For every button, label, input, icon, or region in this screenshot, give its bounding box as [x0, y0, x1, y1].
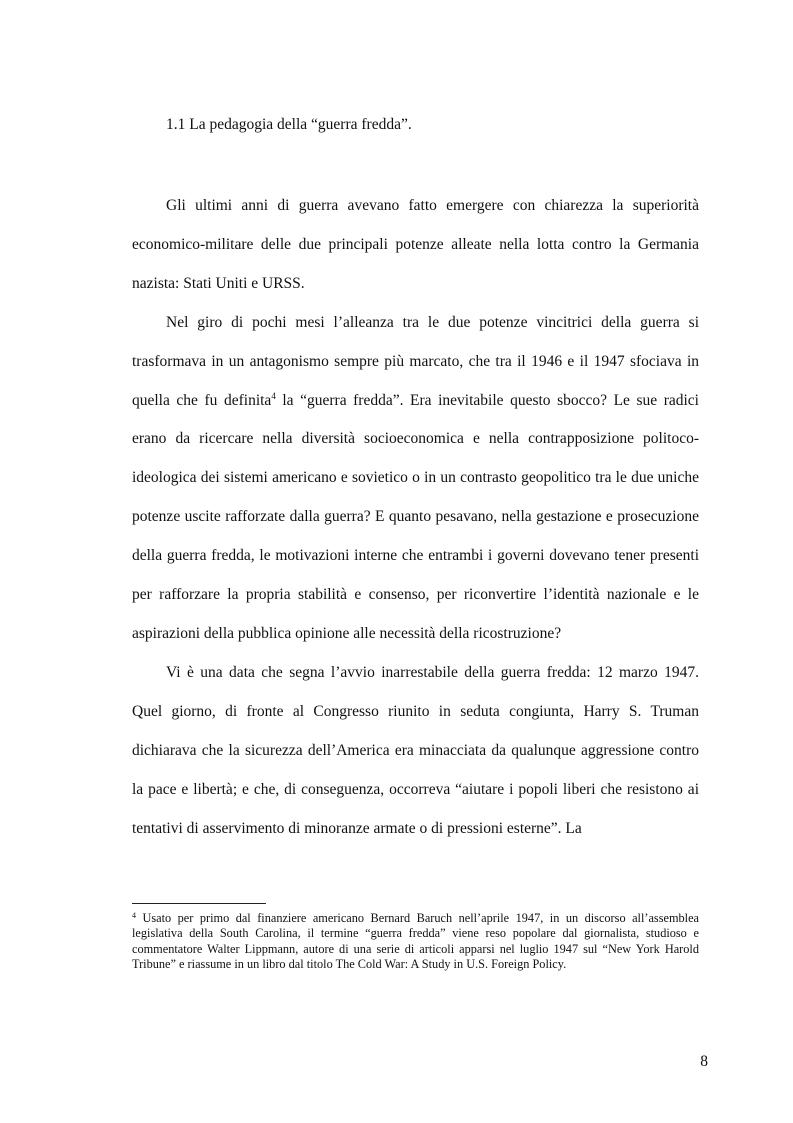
page-number: 8	[700, 1053, 708, 1070]
paragraph-2-text-end: la “guerra fredda”. Era inevitabile questo sbocco? Le sue radici erano da ricercare nella diversità socioeconomica e nella contrapposizione politoco-ideologica dei sistemi americano e sovietico o in un contrasto geopolitico tra le due uniche potenze uscite rafforzate dalla guerra? E quanto pesavano, nella gestazione e prosecuzione della guerra fredda, le motivazioni interne che entrambi i governi dovevano tener presenti per rafforzare la propria stabilità e consenso, per riconvertire l’identità nazionale e le aspirazioni della pubblica opinione alle necessità della ricostruzione?	[132, 391, 699, 642]
paragraph-2-text-start: Nel giro di pochi mesi l’alleanza tra le due potenze vincitrici della guerra si trasformava in un antagonismo sempre più marcato, che tra il 1946 e il 1947 sfociava in quella che fu definita	[132, 313, 699, 409]
footnote-marker: 4	[132, 911, 136, 920]
body-text	[132, 187, 699, 848]
paragraph-1: Gli ultimi anni di guerra avevano fatto emergere con chiarezza la superiorità economico-militare delle due principali potenze alleate nella lotta contro la Germania nazista: Stati Uniti e URSS.	[132, 197, 699, 292]
footnote-text: Usato per primo dal finanziere americano Bernard Baruch nell’aprile 1947, in un discorso all’assemblea legislativa della South Carolina, il termine “guerra fredda” viene reso popolare dal giornalista, studioso e commentatore Walter Lippmann, autore di una serie di articoli apparsi nel luglio 1947 sul “New York Harold Tribune” e riassume in un libro dal titolo The Cold War: A Study in U.S. Foreign Policy.	[132, 911, 699, 972]
footnote-separator	[132, 903, 266, 904]
paragraph-3: Vi è una data che segna l’avvio inarrestabile della guerra fredda: 12 marzo 1947. Quel giorno, di fronte al Congresso riunito in seduta congiunta, Harry S. Truman dichiarava che la sicurezza dell’America era minacciata da qualunque aggressione contro la pace e libertà; e che, di conseguenza, occorreva “aiutare i popoli liberi che resistono ai tentativi di asservimento di minoranze armate o di pressioni esterne”. La	[132, 663, 699, 837]
paragraph-2	[132, 304, 699, 654]
section-heading: 1.1 La pedagogia della “guerra fredda”.	[166, 116, 412, 133]
footnote-reference: 4	[271, 390, 276, 401]
footnote	[132, 911, 699, 973]
